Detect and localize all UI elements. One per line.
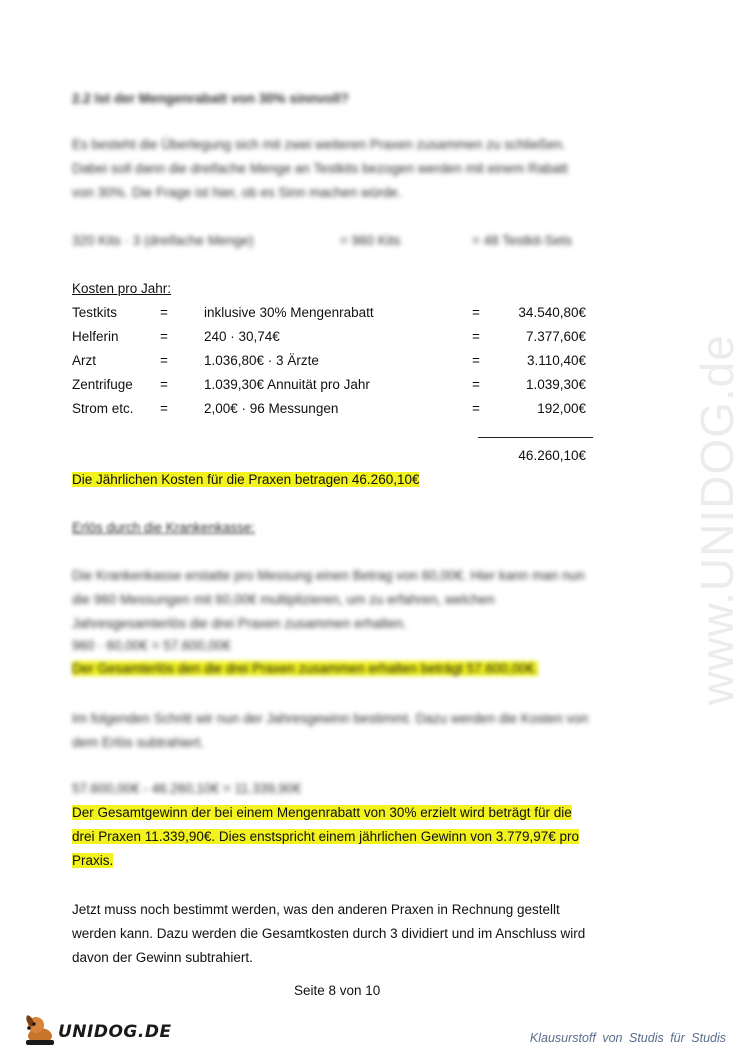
profit-highlight-2: drei Praxen 11.339,90€. Dies enstspricht einem jährlichen Gewinn von 3.779,97€ pro <box>72 829 580 844</box>
cost-eq: = <box>160 353 168 368</box>
revenue-line-3: Jahresgesamterlös die drei Praxen zusammen erhalten. <box>72 616 407 631</box>
cost-desc: 2,00€ · 96 Messungen <box>204 401 339 416</box>
calc-right: = 48 Testkit-Sets <box>472 233 572 248</box>
dog-icon <box>22 1012 58 1048</box>
cost-eq: = <box>160 377 168 392</box>
revenue-line-2: die 960 Messungen mit 60,00€ multiplizieren, um zu erfahren, welchen <box>72 592 495 607</box>
cost-total: 46.260,10€ <box>518 448 586 463</box>
cost-amount: 3.110,40€ <box>526 353 586 368</box>
closing-line-1: Jetzt muss noch bestimmt werden, was den anderen Praxen in Rechnung gestellt <box>72 902 560 917</box>
cost-label: Arzt <box>72 353 97 368</box>
unidog-logo[interactable] <box>22 1012 172 1048</box>
intro-line-1: Es besteht die Überlegung sich mit zwei weiteren Praxen zusammen zu schließen. <box>72 137 566 152</box>
cost-summary: Die Jährlichen Kosten für die Praxen betragen 46.260,10€ <box>72 472 420 487</box>
cost-eq: = <box>160 401 168 416</box>
cost-label: Testkits <box>72 305 118 320</box>
cost-desc: inklusive 30% Mengenrabatt <box>204 305 374 320</box>
cost-amount: 34.540,80€ <box>518 305 586 320</box>
calc-left: 320 Kits · 3 (dreifache Menge) <box>72 233 254 248</box>
revenue-formula: 960 · 60,00€ = 57.600,00€ <box>72 638 231 653</box>
closing-line-3: davon der Gewinn subtrahiert. <box>72 950 253 965</box>
watermark: www.UNIDOG.de <box>691 334 743 705</box>
cost-eq: = <box>160 329 168 344</box>
cost-row <box>72 401 592 421</box>
closing-line-2: werden kann. Dazu werden die Gesamtkosten durch 3 dividiert und im Anschluss wird <box>72 926 586 941</box>
costs-title: Kosten pro Jahr: <box>72 281 172 296</box>
cost-eq2: = <box>472 377 480 392</box>
cost-eq2: = <box>472 305 480 320</box>
profit-formula: 57.600,00€ - 46.260,10€ = 11.339,90€ <box>72 781 302 796</box>
cost-amount: 192,00€ <box>537 401 586 416</box>
revenue-highlight: Der Gesamterlös den die drei Praxen zusammen erhalten beträgt 57.600,00€. <box>72 661 539 676</box>
cost-desc: 240 · 30,74€ <box>204 329 280 344</box>
cost-label: Helferin <box>72 329 119 344</box>
page-number: Seite 8 von 10 <box>294 983 381 998</box>
cost-label: Zentrifuge <box>72 377 133 392</box>
cost-eq2: = <box>472 401 480 416</box>
sum-divider <box>478 437 593 438</box>
cost-row <box>72 353 592 373</box>
cost-eq2: = <box>472 353 480 368</box>
intro-line-2: Dabei soll dann die dreifache Menge an Testkits bezogen werden mit einem Rabatt <box>72 161 568 176</box>
cost-row <box>72 305 592 325</box>
intro-line-3: von 30%. Die Frage ist hier, ob es Sinn machen würde. <box>72 185 402 200</box>
cost-row <box>72 377 592 397</box>
profit-line-1: Im folgenden Schritt wir nun der Jahresgewinn bestimmt. Dazu werden die Kosten von <box>72 711 589 726</box>
profit-line-2: dem Erlös subtrahiert. <box>72 735 205 750</box>
revenue-title: Erlös durch die Krankenkasse: <box>72 520 256 535</box>
footer-tagline: Klausurstoff von Studis für Studis <box>529 1031 726 1045</box>
profit-highlight-1: Der Gesamtgewinn der bei einem Mengenrabatt von 30% erzielt wird beträgt für die <box>72 805 572 820</box>
cost-eq: = <box>160 305 168 320</box>
calc-mid: = 960 Kits <box>340 233 401 248</box>
profit-highlight-3: Praxis. <box>72 853 114 868</box>
cost-amount: 7.377,60€ <box>525 329 586 344</box>
cost-desc: 1.036,80€ · 3 Ärzte <box>204 353 319 368</box>
cost-label: Strom etc. <box>72 401 134 416</box>
cost-row <box>72 329 592 349</box>
cost-desc: 1.039,30€ Annuität pro Jahr <box>204 377 370 392</box>
logo-text: UNIDOG.DE <box>58 1022 172 1042</box>
cost-amount: 1.039,30€ <box>525 377 586 392</box>
section-heading: 2.2 Ist der Mengenrabatt von 30% sinnvoll? <box>72 91 349 106</box>
revenue-line-1: Die Krankenkasse erstatte pro Messung einen Betrag von 60,00€. Hier kann man nun <box>72 568 585 583</box>
cost-eq2: = <box>472 329 480 344</box>
